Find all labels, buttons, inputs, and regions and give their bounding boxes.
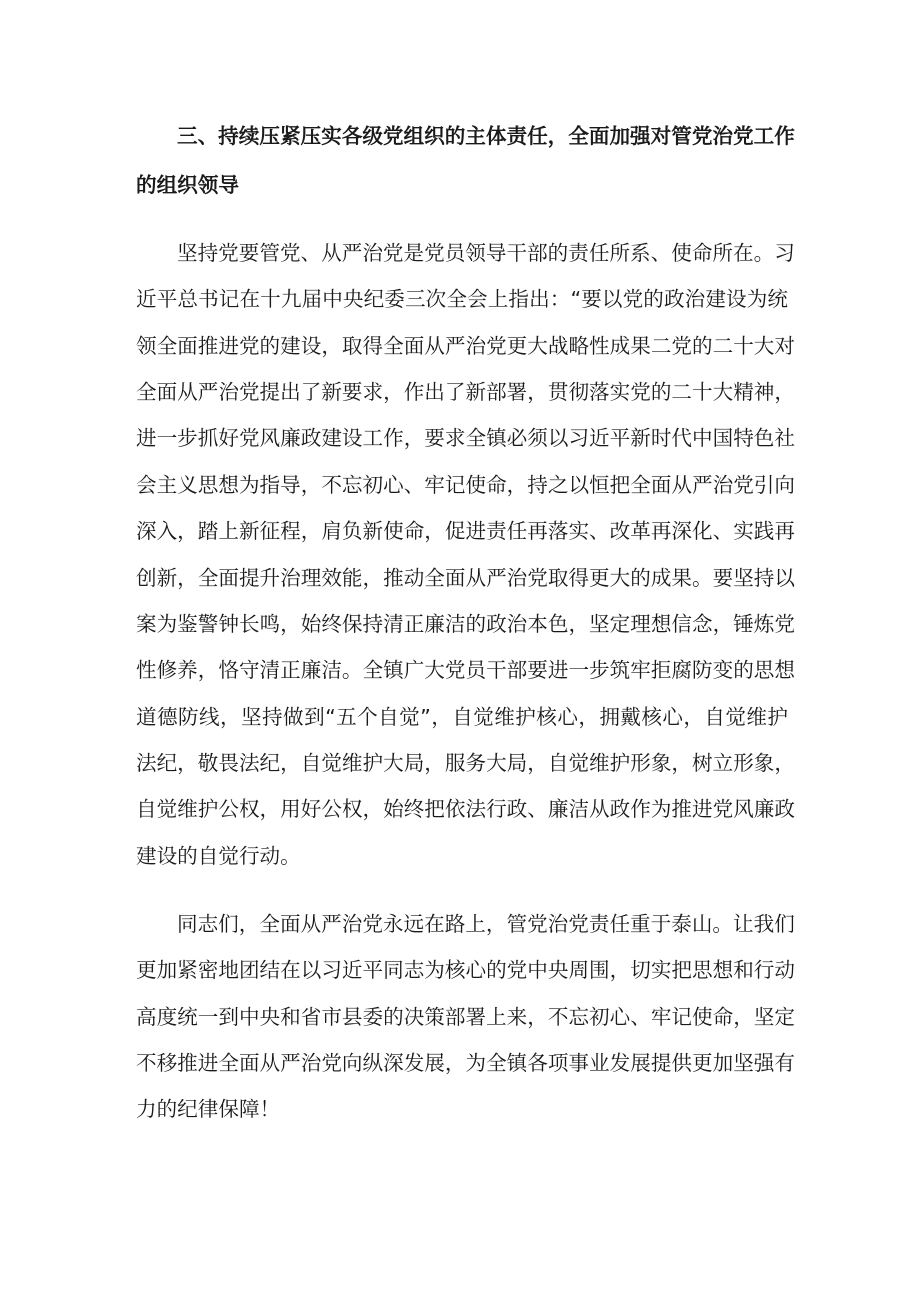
paragraph-line: 不移推进全面从严治党向纵深发展，为全镇各项事业发展提供更加坚强有 [136,1051,795,1075]
paragraph-line: 进一步抓好党风廉政建设工作，要求全镇必须以习近平新时代中国特色社 [136,426,795,450]
paragraph-line: 力的纪律保障！ [136,1097,281,1121]
paragraph-line: 坚持党要管党、从严治党是党员领导干部的责任所系、使命所在。习 [177,241,795,265]
paragraph-line: 同志们，全面从严治党永远在路上，管党治党责任重于泰山。让我们 [177,912,795,936]
paragraph-line: 会主义思想为指导，不忘初心、牢记使命，持之以恒把全面从严治党引向 [136,473,795,497]
paragraph-line: 性修养，恪守清正廉洁。全镇广大党员干部要进一步筑牢拒腐防变的思想 [136,658,795,682]
paragraph-line: 建设的自觉行动。 [136,844,301,868]
paragraph-line: 全面从严治党提出了新要求，作出了新部署，贯彻落实党的二十大精神， [136,380,795,404]
paragraph-line: 道德防线，坚持做到“五个自觉”，自觉维护核心，拥戴核心，自觉维护 [136,705,788,729]
paragraph-line: 更加紧密地团结在以习近平同志为核心的党中央周围，切实把思想和行动 [136,958,795,982]
paragraph-line: 案为鉴警钟长鸣，始终保持清正廉洁的政治本色，坚定理想信念，锤炼党 [136,612,795,636]
paragraph-line: 自觉维护公权，用好公权，始终把依法行政、廉洁从政作为推进党风廉政 [136,797,795,821]
paragraph-line: 高度统一到中央和省市县委的决策部署上来，不忘初心、牢记使命，坚定 [136,1005,795,1029]
paragraph-line: 近平总书记在十九届中央纪委三次全会上指出：“要以党的政治建设为统 [136,287,788,311]
heading-line-1: 三、持续压紧压实各级党组织的主体责任，全面加强对管党治党工作 [177,124,795,148]
paragraph-line: 创新，全面提升治理效能，推动全面从严治党取得更大的成果。要坚持以 [136,566,795,590]
paragraph-line: 深入，踏上新征程，肩负新使命，促进责任再落实、改革再深化、实践再 [136,519,795,543]
paragraph-line: 领全面推进党的建设，取得全面从严治党更大战略性成果二党的二十大对 [136,334,795,358]
paragraph-line: 法纪，敬畏法纪，自觉维护大局，服务大局，自觉维护形象，树立形象， [136,751,795,775]
heading-line-2: 的组织领导 [136,173,239,197]
